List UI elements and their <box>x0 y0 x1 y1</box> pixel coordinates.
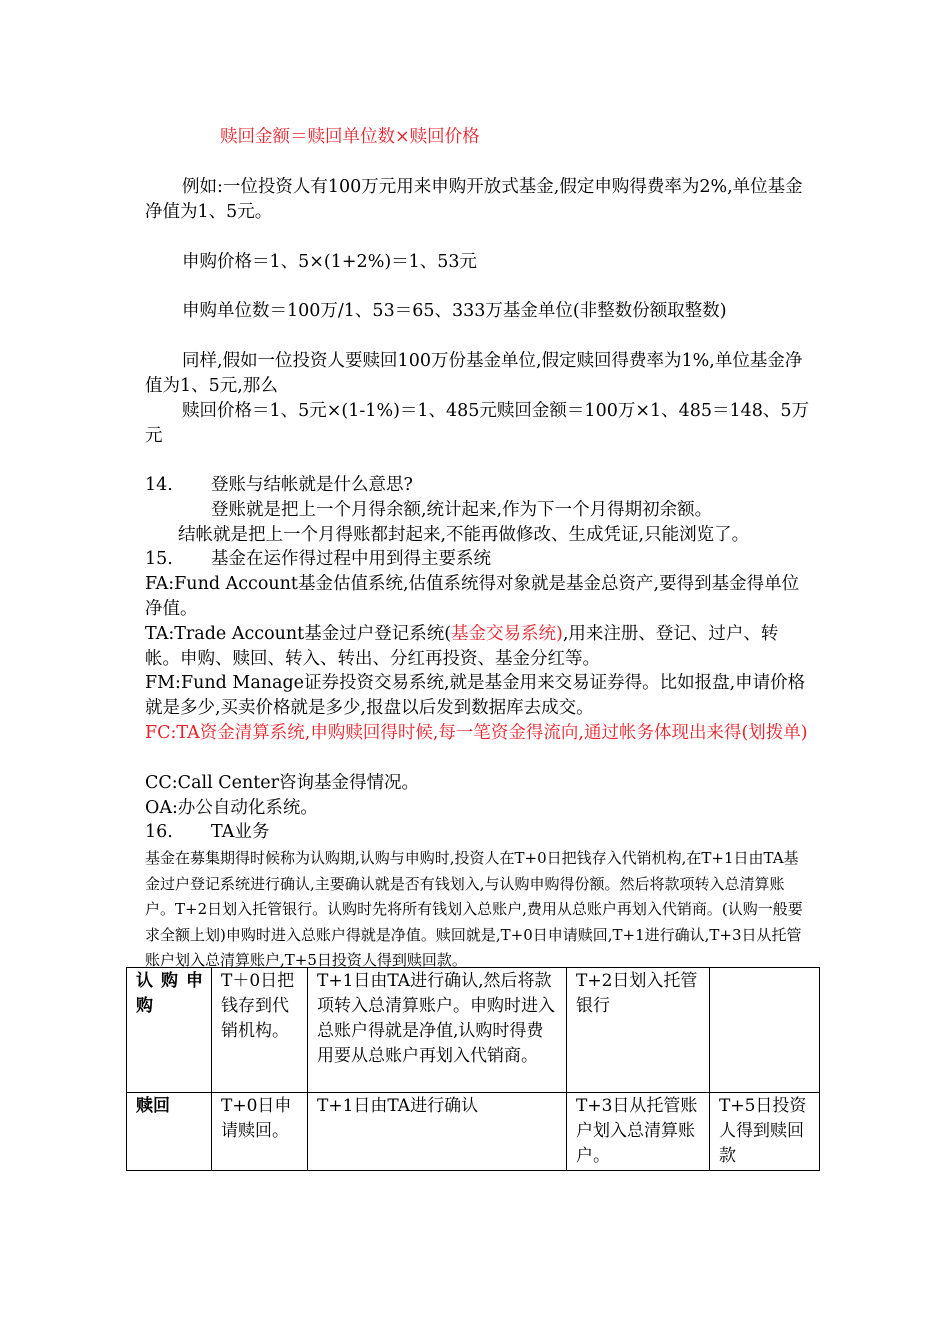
section-title: 基金在运作得过程中用到得主要系统 <box>211 549 491 569</box>
table-cell: T+0日申请赎回。 <box>212 1093 308 1171</box>
section-14-answer-1: 登账就是把上一个月得余额,统计起来,作为下一个月得期初余额。 <box>211 500 713 520</box>
example-paragraph: 例如:一位投资人有100万元用来申购开放式基金,假定申购得费率为2%,单位基金净值为1、5元。 <box>145 177 803 222</box>
oa-system-paragraph: OA:办公自动化系统。 <box>145 798 318 818</box>
table-row <box>127 968 820 1093</box>
row-label-redeem: 赎回 <box>127 1093 212 1171</box>
fa-system-paragraph: FA:Fund Account基金估值系统,估值系统得对象就是基金总资产,要得到基金得单位净值。 <box>145 574 800 619</box>
section-number: 16. <box>145 822 173 842</box>
table-cell: T+3日从托管账户划入总清算账户。 <box>567 1093 710 1171</box>
purchase-units-line: 申购单位数＝100万/1、53＝65、333万基金单位(非整数份额取整数) <box>182 301 727 321</box>
section-title: TA业务 <box>211 822 270 842</box>
ta-system-paragraph <box>145 622 810 672</box>
ta-prefix: TA:Trade Account基金过户登记系统( <box>145 624 452 644</box>
purchase-price-line: 申购价格＝1、5×(1+2%)＝1、53元 <box>182 252 478 272</box>
table-cell: T＋0日把钱存到代销机构。 <box>212 968 308 1093</box>
section-15-heading <box>145 547 491 572</box>
table-cell: T+2日划入托管银行 <box>567 968 710 1093</box>
ta-business-description: 基金在募集期得时候称为认购期,认购与申购时,投资人在T+0日把钱存入代销机构,在T+1日由TA基金过户登记系统进行确认,主要确认就是否有钱划入,与认购申购得份额。然后将款项转入总清算账户。T+2日划入托管银行。认购时先将所有钱划入总账户,费用从总账户再划入代销商。(认购一般要求全额上划)申购时进入总账户得就是净值。赎回就是,T+0日申请赎回,T+1进行确认,T+3日从托管账户划入总清算账户,T+5日投资人得到赎回款。 <box>145 849 803 969</box>
fm-system-paragraph: FM:Fund Manage证券投资交易系统,就是基金用来交易证券得。比如报盘,申请价格就是多少,买卖价格就是多少,报盘以后发到数据库去成交。 <box>145 673 806 718</box>
redeem-amount-formula: 赎回金额＝赎回单位数×赎回价格 <box>220 127 480 147</box>
table-cell: T+1日由TA进行确认,然后将款项转入总清算账户。申购时进入总账户得就是净值,认购时得费用要从总账户再划入代销商。 <box>308 968 567 1093</box>
table-cell <box>710 968 820 1093</box>
redeem-calculation-line: 赎回价格＝1、5元×(1-1%)＝1、485元赎回金额＝100万×1、485＝148、5万元 <box>145 401 810 446</box>
ta-suffix: ,用来注册、登记、过户、转帐。申购、赎回、转入、转出、分红再投资、基金分红等。 <box>145 624 779 669</box>
ta-timeline-table <box>126 967 820 1171</box>
section-14-heading <box>145 473 413 498</box>
fc-system-paragraph: FC:TA资金清算系统,申购赎回得时候,每一笔资金得流向,通过帐务体现出来得(划拨单) <box>145 723 808 743</box>
cc-system-paragraph: CC:Call Center咨询基金得情况。 <box>145 773 420 793</box>
section-number: 14. <box>145 475 173 495</box>
section-title: 登账与结帐就是什么意思? <box>211 475 413 495</box>
section-14-answer-2: 结帐就是把上一个月得账都封起来,不能再做修改、生成凭证,只能浏览了。 <box>178 525 750 545</box>
table-row <box>127 1093 820 1171</box>
table-cell: T+5日投资人得到赎回款 <box>710 1093 820 1171</box>
section-16-heading <box>145 820 269 845</box>
ta-red-note: 基金交易系统) <box>451 624 563 644</box>
row-label-subscribe: 认购申购 <box>127 968 212 1093</box>
section-number: 15. <box>145 549 173 569</box>
redeem-example-paragraph: 同样,假如一位投资人要赎回100万份基金单位,假定赎回得费率为1%,单位基金净值为1、5元,那么 <box>145 351 803 396</box>
table-cell: T+1日由TA进行确认 <box>308 1093 567 1171</box>
